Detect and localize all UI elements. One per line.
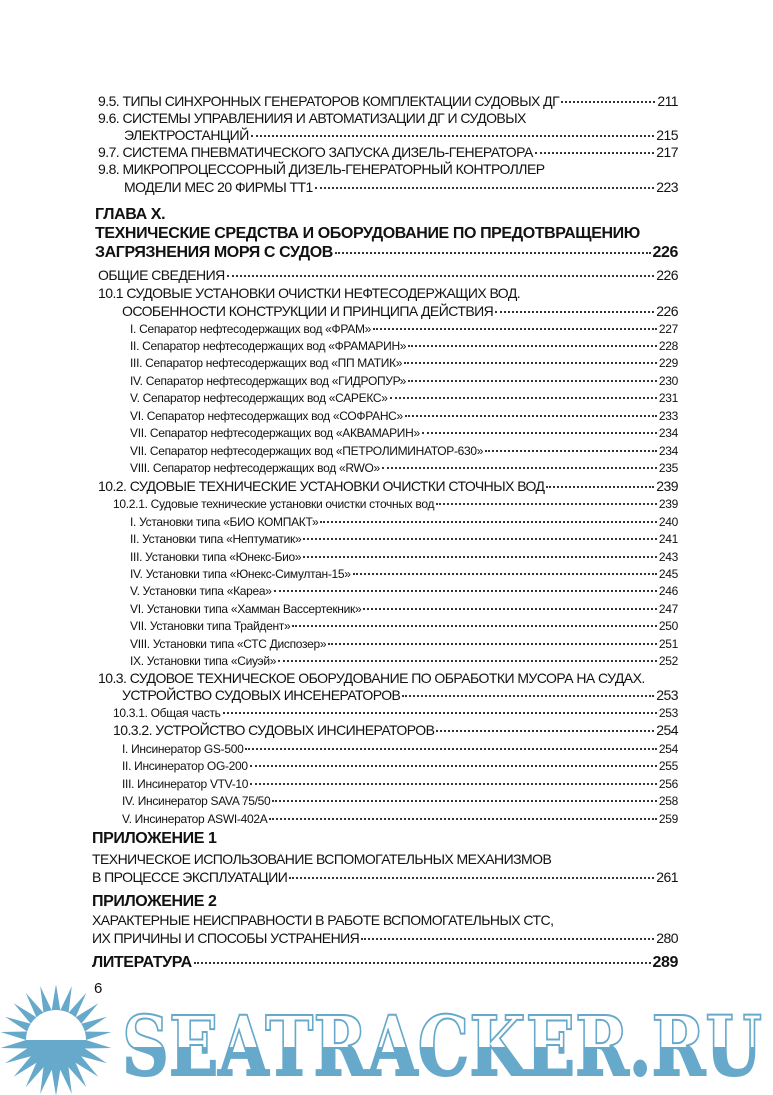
toc-entry (113, 495, 678, 513)
toc-entry-title: 9.5. ТИПЫ СИНХРОННЫХ ГЕНЕРАТОРОВ КОМПЛЕКТАЦИИ СУДОВЫХ ДГ (98, 93, 560, 109)
toc-entry-title: III. Инсинератор VTV-10 (122, 777, 249, 791)
toc-entry (130, 354, 678, 372)
toc-entry (98, 266, 678, 284)
toc-entry-title: ПРИЛОЖЕНИЕ 2 (92, 893, 217, 910)
toc-entry-page: 240 (658, 515, 678, 529)
toc-entry-page: 280 (656, 930, 678, 946)
toc-entry-title: ЭЛЕКТРОСТАНЦИЙ (124, 127, 249, 143)
toc-entry-title: VII. Сепаратор нефтесодержащих вод «АКВАМАРИН» (130, 426, 420, 440)
toc-entry (124, 126, 678, 144)
dot-leader (274, 590, 657, 592)
toc-entry-title: II. Установки типа «Нептуматик» (130, 532, 302, 546)
dot-leader (408, 380, 657, 382)
toc-entry-title: ИХ ПРИЧИНЫ И СПОСОБЫ УСТРАНЕНИЯ (92, 930, 360, 946)
toc-entry-title: ОСОБЕННОСТИ КОНСТРУКЦИИ И ПРИНЦИПА ДЕЙСТВИЯ (122, 303, 494, 319)
toc-entry-title: VI. Установки типа «Хамман Вассертекник» (130, 602, 362, 616)
sun-icon (1, 985, 112, 1095)
toc-entry-page: 234 (658, 444, 678, 458)
toc-entry (130, 389, 678, 407)
toc-entry (92, 911, 678, 929)
dot-leader (250, 783, 657, 785)
toc-entry (122, 757, 678, 775)
toc-entry (95, 225, 678, 243)
toc-entry-page: 231 (658, 391, 678, 405)
toc-entry-title: IV. Сепаратор нефтесодержащих вод «ГИДРОПУР» (130, 374, 407, 388)
page-number: 6 (94, 980, 103, 997)
toc-entry (122, 740, 678, 758)
watermark-text: SEATRACKER.RU (122, 999, 762, 1095)
toc-entry (130, 424, 678, 442)
toc-entry (130, 617, 678, 635)
toc-entry-page: 235 (658, 461, 678, 475)
dot-leader (361, 938, 654, 940)
toc-entry-page: 253 (656, 687, 678, 703)
dot-leader (303, 556, 657, 558)
toc-entry (130, 530, 678, 548)
toc-entry-page: 243 (658, 550, 678, 564)
toc-entry (98, 143, 678, 161)
toc-entry (122, 775, 678, 793)
toc-entry (122, 810, 678, 828)
toc-entry-page: 234 (658, 426, 678, 440)
dot-leader (408, 345, 657, 347)
toc-entry-page: 259 (658, 812, 678, 826)
dot-leader (402, 695, 654, 697)
toc-entry-title: ЗАГРЯЗНЕНИЯ МОРЯ С СУДОВ (95, 244, 333, 261)
toc-entry-page: 255 (658, 759, 678, 773)
toc-entry-title: VII. Установки типа Трайдент» (130, 619, 291, 633)
toc-entry (130, 372, 678, 390)
toc-entry-page: 228 (658, 339, 678, 353)
toc-entry-title: ТЕХНИЧЕСКИЕ СРЕДСТВА И ОБОРУДОВАНИЕ ПО ПРЕДОТВРАЩЕНИЮ (95, 225, 640, 242)
toc-entry (124, 178, 678, 196)
toc-entry-title: II. Сепаратор нефтесодержащих вод «ФРАМАРИН» (130, 339, 407, 353)
toc-entry-page: 245 (658, 567, 678, 581)
toc-entry-title: III. Установки типа «Юнекс-Био» (130, 550, 302, 564)
dot-leader (390, 397, 657, 399)
toc-entry-title: VIII. Установки типа «СТС Диспозер» (130, 637, 327, 651)
dot-leader (227, 275, 655, 277)
toc-entry (130, 635, 678, 653)
toc-entry (98, 160, 678, 178)
toc-entry-title: IV. Установки типа «Юнекс-Симултан-15» (130, 567, 351, 581)
dot-leader (245, 748, 656, 750)
dot-leader (269, 818, 656, 820)
dot-leader (436, 730, 654, 732)
toc-entry-title: I. Установки типа «БИО КОМПАКТ» (130, 515, 319, 529)
dot-leader (404, 362, 657, 364)
toc-entry-page: 226 (656, 267, 678, 283)
dot-leader (303, 538, 657, 540)
dot-leader (335, 252, 651, 254)
toc-entry-title: МОДЕЛИ МЕС 20 ФИРМЫ ТТ1 (124, 179, 313, 195)
toc-entry (92, 850, 678, 868)
toc-entry-title: 10.1 СУДОВЫЕ УСТАНОВКИ ОЧИСТКИ НЕФТЕСОДЕРЖАЩИХ ВОД. (98, 285, 521, 301)
toc-entry-title: ПРИЛОЖЕНИЕ 1 (92, 830, 217, 847)
toc-entry-title: II. Инсинератор OG-200 (122, 759, 248, 773)
toc-entry (98, 477, 678, 495)
toc-entry-page: 233 (658, 409, 678, 423)
toc-entry (130, 320, 678, 338)
toc-entry-title: 9.7. СИСТЕМА ПНЕВМАТИЧЕСКОГО ЗАПУСКА ДИЗЕЛЬ-ГЕНЕРАТОРА (98, 144, 533, 160)
toc-entry (98, 109, 678, 127)
toc-entry-page: 223 (656, 179, 678, 195)
dot-leader (223, 712, 657, 714)
toc-entry-title: УСТРОЙСТВО СУДОВЫХ ИНСЕНЕРАТОРОВ (122, 687, 401, 703)
toc-entry-page: 254 (658, 742, 678, 756)
dot-leader (328, 643, 657, 645)
toc-entry-title: ЛИТЕРАТУРА (92, 954, 192, 971)
toc-entry (122, 686, 678, 704)
dot-leader (272, 800, 656, 802)
toc-entry (130, 582, 678, 600)
toc-entry (98, 284, 678, 302)
dot-leader (561, 101, 655, 103)
dot-leader (535, 152, 655, 154)
toc-entry-page: 215 (656, 127, 678, 143)
toc-entry (92, 893, 678, 911)
toc-entry-title: В ПРОЦЕССЕ ЭКСПЛУАТАЦИИ (92, 869, 288, 885)
toc-entry-page: 226 (656, 303, 678, 319)
toc-entry-page: 211 (657, 93, 678, 109)
toc-entry-title: 9.8. МИКРОПРОЦЕССОРНЫЙ ДИЗЕЛЬ-ГЕНЕРАТОРНЫЙ КОНТРОЛЛЕР (98, 161, 545, 177)
dot-leader (250, 765, 657, 767)
dot-leader (436, 503, 657, 505)
toc-entry (95, 206, 678, 224)
toc-entry-page: 256 (658, 777, 678, 791)
toc-entry (130, 600, 678, 618)
dot-leader (292, 625, 657, 627)
toc-entry-page: 252 (658, 654, 678, 668)
toc-entry-title: V. Сепаратор нефтесодержащих вод «САРЕКС» (130, 391, 388, 405)
toc-entry (92, 868, 678, 886)
toc-entry-title: I. Инсинератор GS-500 (122, 742, 244, 756)
dot-leader (194, 962, 651, 964)
toc-entry (130, 513, 678, 531)
toc-entry-page: 239 (656, 478, 678, 494)
toc-entry-title: 10.2. СУДОВЫЕ ТЕХНИЧЕСКИЕ УСТАНОВКИ ОЧИСТКИ СТОЧНЫХ ВОД (98, 478, 545, 494)
toc-entry (130, 442, 678, 460)
toc-entry (122, 792, 678, 810)
toc-entry (130, 407, 678, 425)
toc-entry-title: 10.2.1. Судовые технические установки очистки сточных вод (113, 497, 435, 511)
toc-entry (92, 929, 678, 947)
dot-leader (353, 573, 657, 575)
toc-entry-page: 239 (658, 497, 678, 511)
toc-entry-title: ОБЩИЕ СВЕДЕНИЯ (98, 267, 225, 283)
toc-entry-title: ТЕХНИЧЕСКОЕ ИСПОЛЬЗОВАНИЕ ВСПОМОГАТЕЛЬНЫХ МЕХАНИЗМОВ (92, 851, 552, 867)
dot-leader (289, 877, 654, 879)
toc-entry (113, 704, 678, 722)
toc-entry (130, 337, 678, 355)
dot-leader (373, 328, 657, 330)
dot-leader (485, 450, 657, 452)
toc-entry-page: 230 (658, 374, 678, 388)
toc-entry-title: I. Сепаратор нефтесодержащих вод «ФРАМ» (130, 322, 372, 336)
dot-leader (422, 432, 657, 434)
toc-entry (130, 459, 678, 477)
toc-entry-page: 250 (658, 619, 678, 633)
toc-entry-page: 258 (658, 794, 678, 808)
toc-entry-title: 10.3.1. Общая часть (113, 706, 221, 720)
dot-leader (546, 486, 654, 488)
dot-leader (382, 467, 657, 469)
toc-entry (130, 548, 678, 566)
seatracker-watermark-logo (0, 985, 773, 1095)
toc-entry-page: 229 (658, 356, 678, 370)
toc-entry-page: 261 (656, 869, 678, 885)
toc-entry (130, 565, 678, 583)
dot-leader (320, 521, 657, 523)
toc-entry (92, 954, 678, 972)
dot-leader (315, 187, 655, 189)
toc-entry-title: 10.3.2. УСТРОЙСТВО СУДОВЫХ ИНСИНЕРАТОРОВ (113, 722, 435, 738)
toc-entry-title: VI. Сепаратор нефтесодержащих вод «СОФРАНС» (130, 409, 403, 423)
toc-entry-title: 10.3. СУДОВОЕ ТЕХНИЧЕСКОЕ ОБОРУДОВАНИЕ ПО ОБРАБОТКИ МУСОРА НА СУДАХ. (98, 670, 645, 686)
toc-entry-title: VIII. Сепаратор нефтесодержащих вод «RWO» (130, 461, 380, 475)
toc-entry (95, 244, 678, 262)
toc-entry-title: VII. Сепаратор нефтесодержащих вод «ПЕТРОЛИМИНАТОР-630» (130, 444, 484, 458)
dot-leader (405, 415, 657, 417)
toc-entry-page: 254 (656, 722, 678, 738)
toc-entry (122, 302, 678, 320)
toc-entry-title: IV. Инсинератор SAVA 75/50 (122, 794, 271, 808)
toc-entry-title: V. Инсинератор ASWI-402A (122, 812, 268, 826)
toc-entry-page: 241 (658, 532, 678, 546)
toc-entry-title: ХАРАКТЕРНЫЕ НЕИСПРАВНОСТИ В РАБОТЕ ВСПОМОГАТЕЛЬНЫХ СТС, (92, 912, 554, 928)
toc-entry-page: 246 (658, 584, 678, 598)
toc-entry-title: IX. Установки типа «Сиуэй» (130, 654, 277, 668)
toc-entry (98, 669, 678, 687)
toc-entry (92, 830, 678, 848)
dot-leader (278, 660, 657, 662)
toc-entry-page: 227 (658, 322, 678, 336)
toc-entry-page: 247 (658, 602, 678, 616)
toc-entry-page: 226 (652, 244, 678, 261)
toc-entry-title: III. Сепаратор нефтесодержащих вод «ПП МАТИК» (130, 356, 403, 370)
toc-entry-title: 9.6. СИСТЕМЫ УПРАВЛЕНИИЯ И АВТОМАТИЗАЦИИ ДГ И СУДОВЫХ (98, 110, 526, 126)
toc-entry (113, 721, 678, 739)
toc-entry-page: 251 (658, 637, 678, 651)
dot-leader (363, 608, 657, 610)
toc-entry-page: 253 (658, 706, 678, 720)
toc-entry-page: 289 (652, 954, 678, 971)
toc-entry-page: 217 (656, 144, 678, 160)
dot-leader (251, 135, 655, 137)
dot-leader (495, 311, 654, 313)
toc-entry-title: V. Установки типа «Карea» (130, 584, 272, 598)
toc-entry-title: ГЛАВА X. (95, 206, 166, 223)
toc-entry (130, 652, 678, 670)
toc-entry (98, 92, 678, 110)
